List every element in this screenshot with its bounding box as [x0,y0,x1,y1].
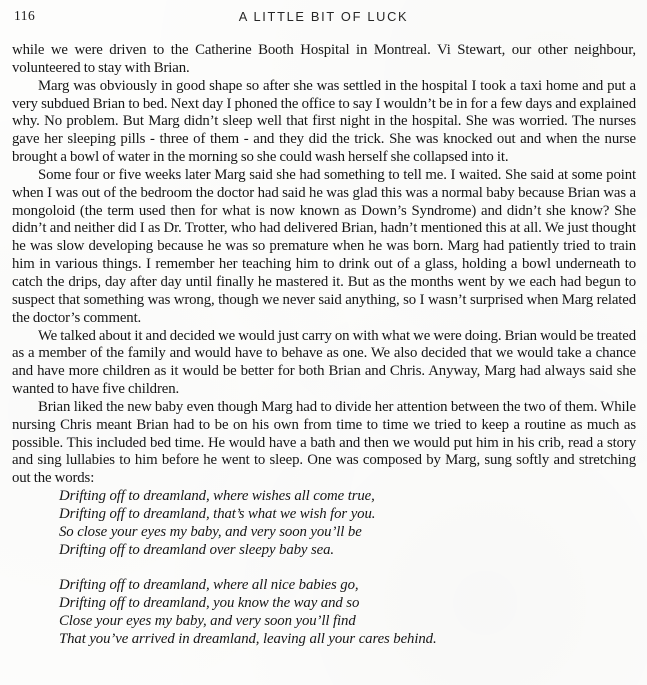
paragraph-family-decision: We talked about it and decided we would just carry on with what we were doing. Brian would be treated as a member of the family and would have to behave as one. We also decided that we would take a chance and have more children as it would be better for both Brian and Chris. Anyway, Marg had always said she wanted to have five children. [12,327,636,398]
verse-line: Close your eyes my baby, and very soon you’ll find [59,613,356,630]
paragraph-hospital-stay: Marg was obviously in good shape so after she was settled in the hospital I took a taxi home and put a very subdued Brian to bed. Next day I phoned the office to say I wouldn’t be in for a few days and explained why. No problem. But Marg didn’t sleep well that first night in the hospital. She was worried. The nurses gave her sleeping pills - three of them - and they did the trick. She was knocked out and when the nurse brought a bowl of water in the morning so she could wash herself she collapsed into it. [12,77,636,166]
verse-line: So close your eyes my baby, and very soon you’ll be [59,523,362,540]
running-head-title: A LITTLE BIT OF LUCK [238,9,409,24]
paragraph-continuation: while we were driven to the Catherine Booth Hospital in Montreal. Vi Stewart, our other neighbour, volunteered to stay with Brian. [12,42,636,76]
page-header [0,8,647,30]
lullaby-verse-2 [59,577,636,648]
paragraph-bedtime-routine: Brian liked the new baby even though Marg had to divide her attention between the two of them. While nursing Chris meant Brian had to be on his own from time to time we tried to keep a routine as much as possible. This included bed time. He would have a bath and then we would put him in his crib, read a story and sing lullabies to him before he went to sleep. One was composed by Marg, sung softly and stretching out the words: [12,398,636,487]
page-content [12,42,636,649]
verse-line: Drifting off to dreamland, where all nice babies go, [59,577,359,594]
verse-line: Drifting off to dreamland, you know the way and so [59,595,360,612]
paragraph-doctors-comment: Some four or five weeks later Marg said she had something to tell me. I waited. She said at some point when I was out of the bedroom the doctor had said he was glad this was a normal baby because Brian was a mongoloid (the term used then for what is now known as Down’s Syndrome) and didn’t she know? She didn’t and neither did I as Dr. Trotter, who had delivered Brian, hadn’t mentioned this at all. We just thought he was slow developing because he was so premature when he was born. Marg had patiently tried to train him in various things. I remember her teaching him to drink out of a glass, holding a bowl underneath to catch the drips, day after day until finally he mastered it. But as the months went by we each had begun to suspect that something was wrong, though we never said anything, so I wasn’t surprised when Marg related the doctor’s comment. [12,166,636,326]
lullaby-verse-1 [59,488,636,559]
page-number: 116 [14,8,36,23]
verse-line: Drifting off to dreamland over sleepy baby sea. [59,541,335,558]
verse-line: Drifting off to dreamland, that’s what we wish for you. [59,505,376,522]
verse-line: That you’ve arrived in dreamland, leaving all your cares behind. [59,631,437,647]
verse-line: Drifting off to dreamland, where wishes all come true, [59,488,375,505]
